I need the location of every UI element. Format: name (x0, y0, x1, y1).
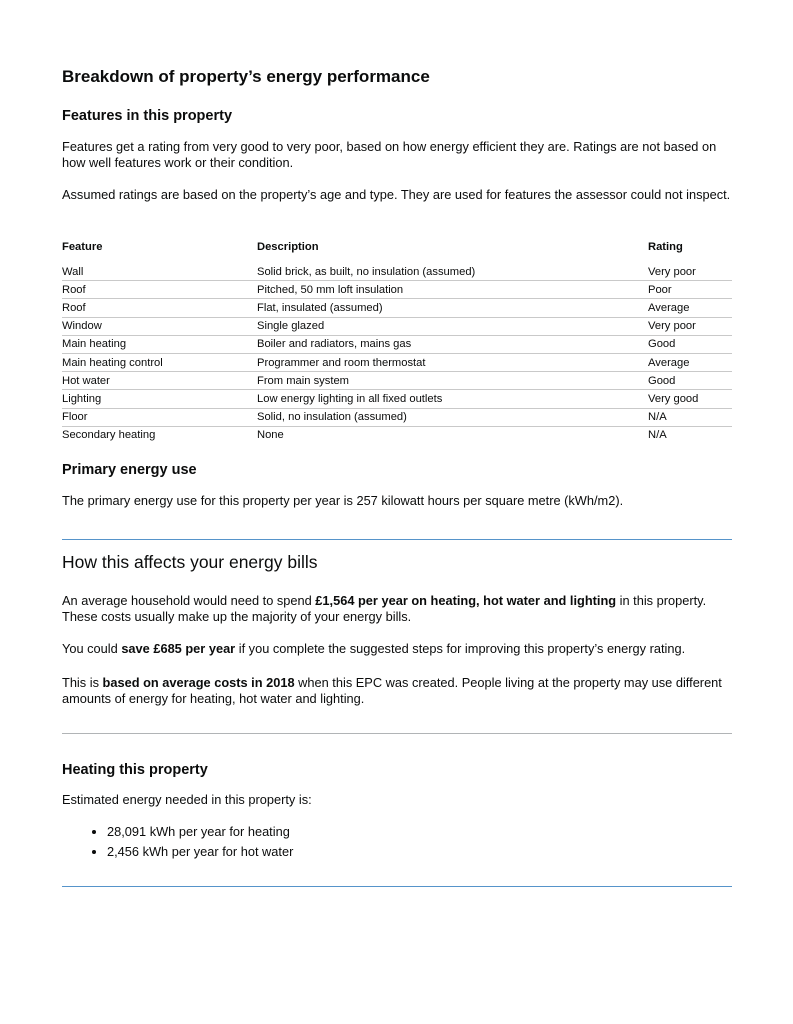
primary-energy-text: The primary energy use for this property per year is 257 kilowatt hours per square metre (kWh/m2). (62, 493, 624, 508)
section-divider (62, 539, 732, 540)
list-item: • 2,456 kWh per year for hot water (107, 842, 293, 862)
rating-cell: N/A (648, 408, 732, 426)
description-cell: From main system (257, 372, 648, 390)
features-heading: Features in this property (62, 108, 233, 124)
feature-cell: Roof (62, 281, 257, 299)
feature-cell: Window (62, 317, 257, 335)
heating-heading: Heating this property (62, 762, 208, 778)
table-row (62, 408, 732, 426)
emphasis-text: £1,564 per year on heating, hot water and lighting (315, 593, 617, 608)
primary-energy-heading: Primary energy use (62, 462, 197, 478)
description-cell: Solid, no insulation (assumed) (257, 408, 648, 426)
text-span: You could (62, 641, 122, 656)
table-row (62, 353, 732, 371)
table-row (62, 281, 732, 299)
description-cell: Flat, insulated (assumed) (257, 299, 648, 317)
subsection-divider (62, 733, 732, 734)
list-item: • 28,091 kWh per year for heating (107, 822, 293, 842)
heating-intro: Estimated energy needed in this property is: (62, 792, 312, 807)
table-row (62, 317, 732, 335)
bills-savings (62, 641, 732, 657)
table-row (62, 372, 732, 390)
rating-cell: Good (648, 335, 732, 353)
description-cell: Solid brick, as built, no insulation (assumed) (257, 263, 648, 281)
description-cell: Low energy lighting in all fixed outlets (257, 390, 648, 408)
bills-cost-basis (62, 675, 732, 706)
feature-cell: Floor (62, 408, 257, 426)
table-row (62, 426, 732, 444)
text-span: An average household would need to spend (62, 593, 316, 608)
rating-cell: Average (648, 353, 732, 371)
feature-cell: Hot water (62, 372, 257, 390)
text-span: when this EPC was created. People living at the property may use different amounts of energy for heating, hot water and lighting. (62, 675, 722, 706)
breakdown-title: Breakdown of property’s energy performance (62, 67, 430, 86)
rating-cell: Average (648, 299, 732, 317)
rating-cell: Very good (648, 390, 732, 408)
table-row (62, 390, 732, 408)
table-row (62, 299, 732, 317)
column-header-description: Description (257, 241, 319, 253)
description-cell: None (257, 429, 284, 442)
feature-cell: Main heating (62, 335, 257, 353)
column-header-feature: Feature (62, 241, 103, 253)
feature-cell: Secondary heating (62, 429, 156, 442)
text-span: This is (62, 675, 103, 690)
feature-cell: Roof (62, 299, 257, 317)
rating-cell: Very poor (648, 263, 732, 281)
rating-cell: Poor (648, 281, 732, 299)
section-divider (62, 886, 732, 887)
rating-cell: Good (648, 372, 732, 390)
text-span: if you complete the suggested steps for improving this property’s energy rating. (235, 641, 686, 656)
feature-cell: Main heating control (62, 353, 257, 371)
text-span: in this property. These costs usually make up the majority of your energy bills. (62, 593, 707, 624)
table-header-row (62, 241, 732, 263)
features-table (62, 241, 732, 444)
table-row (62, 263, 732, 281)
rating-cell: N/A (648, 429, 667, 442)
table-row (62, 335, 732, 353)
assumed-note: Assumed ratings are based on the property’s age and type. They are used for features the assessor could not inspect. (62, 187, 731, 202)
description-cell: Single glazed (257, 317, 648, 335)
feature-cell: Lighting (62, 390, 257, 408)
feature-cell: Wall (62, 263, 257, 281)
column-header-rating: Rating (648, 241, 683, 253)
description-cell: Pitched, 50 mm loft insulation (257, 281, 648, 299)
emphasis-text: save £685 per year (121, 641, 236, 656)
features-intro: Features get a rating from very good to very poor, based on how energy efficient they are. Ratings are not based on how well features work or their condition. (62, 139, 717, 170)
bills-title: How this affects your energy bills (62, 552, 318, 572)
description-cell: Boiler and radiators, mains gas (257, 335, 648, 353)
heating-list (62, 822, 293, 862)
emphasis-text: based on average costs in 2018 (102, 675, 295, 690)
description-cell: Programmer and room thermostat (257, 353, 648, 371)
bills-average-cost (62, 593, 732, 624)
rating-cell: Very poor (648, 317, 732, 335)
